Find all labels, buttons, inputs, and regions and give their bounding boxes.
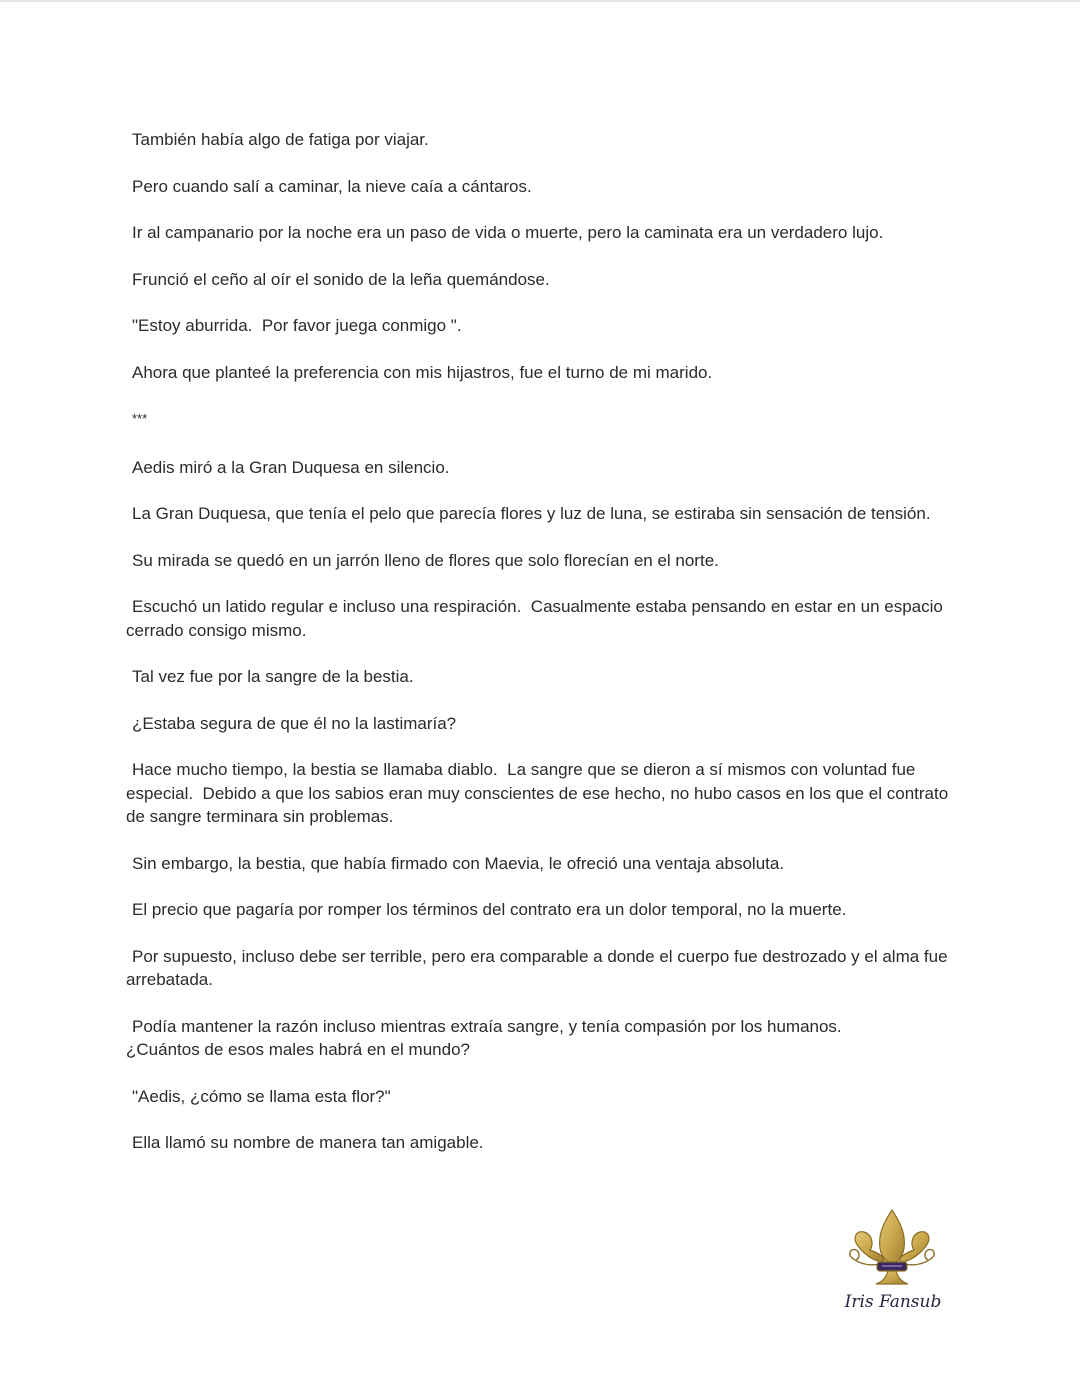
paragraph: Hace mucho tiempo, la bestia se llamaba diablo. La sangre que se dieron a sí mismos con voluntad fue especial. Debido a que los sabios eran muy conscientes de ese hecho, no hubo casos en los que el contrato de sangre terminara sin problemas.	[126, 760, 953, 826]
iris-fansub-watermark	[838, 1206, 948, 1318]
paragraph: "Aedis, ¿cómo se llama esta flor?"	[132, 1086, 391, 1106]
paragraph: Su mirada se quedó en un jarrón lleno de flores que solo florecían en el norte.	[132, 550, 719, 570]
paragraph: Sin embargo, la bestia, que había firmado con Maevia, le ofreció una ventaja absoluta.	[132, 853, 785, 873]
paragraph: Aedis miró a la Gran Duquesa en silencio.	[132, 457, 450, 477]
paragraph: ¿Estaba segura de que él no la lastimaría?	[132, 713, 457, 733]
watermark-text: Iris Fansub	[844, 1292, 942, 1312]
paragraph: Ella llamó su nombre de manera tan amigable.	[132, 1133, 484, 1152]
paragraph: El precio que pagaría por romper los términos del contrato era un dolor temporal, no la muerte.	[132, 900, 847, 919]
paragraph: "Estoy aburrida. Por favor juega conmigo ".	[132, 316, 462, 335]
top-divider	[0, 0, 1080, 2]
paragraph: Escuchó un latido regular e incluso una respiración. Casualmente estaba pensando en estar en un espacio cerrado consigo mismo.	[126, 597, 948, 640]
scene-separator: ***	[132, 411, 148, 426]
document-page	[126, 128, 956, 1178]
paragraph: Ahora que planteé la preferencia con mis hijastros, fue el turno de mi marido.	[132, 362, 713, 382]
paragraph: Podía mantener la razón incluso mientras extraía sangre, y tenía compasión por los humanos. ¿Cuántos de esos males habrá en el mundo?	[126, 1016, 842, 1059]
paragraph: Ir al campanario por la noche era un paso de vida o muerte, pero la caminata era un verdadero lujo.	[132, 223, 884, 242]
paragraph: Pero cuando salí a caminar, la nieve caía a cántaros.	[132, 176, 532, 196]
paragraph: Frunció el ceño al oír el sonido de la leña quemándose.	[132, 269, 550, 289]
paragraph: La Gran Duquesa, que tenía el pelo que parecía flores y luz de luna, se estiraba sin sensación de tensión.	[132, 504, 931, 523]
paragraph: Por supuesto, incluso debe ser terrible, pero era comparable a donde el cuerpo fue destrozado y el alma fue arrebatada.	[126, 946, 953, 989]
fleur-de-lis-icon	[844, 1206, 940, 1292]
paragraph: También había algo de fatiga por viajar.	[132, 130, 429, 149]
paragraph: Tal vez fue por la sangre de la bestia.	[132, 667, 414, 686]
